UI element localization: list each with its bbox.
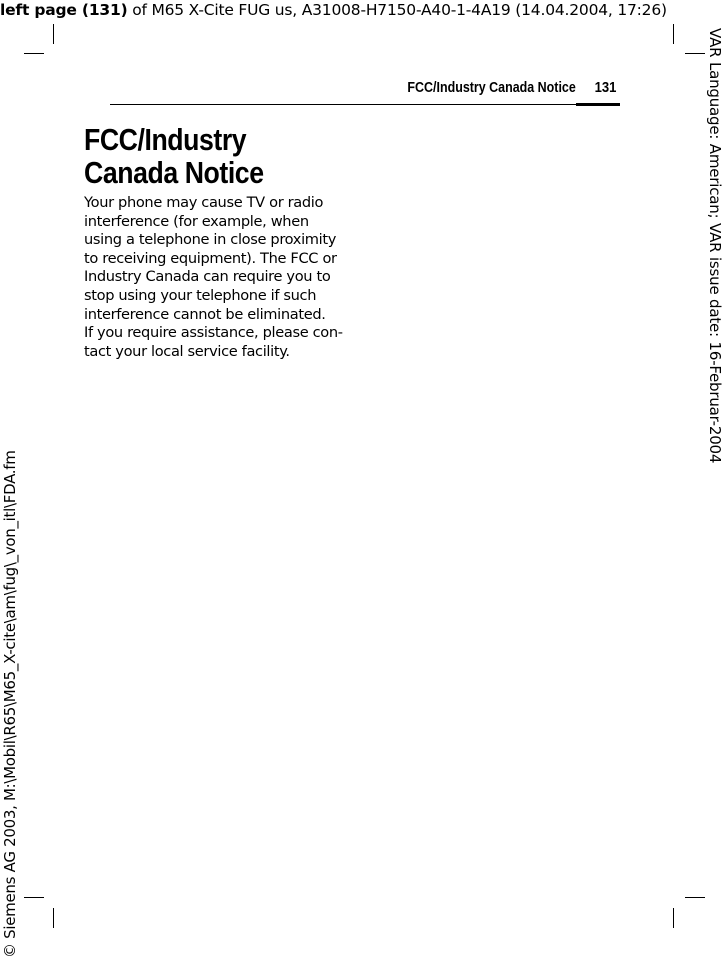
file-path-text: © Siemens AG 2003, M:\Mobil\R65\M65_X-cite\am\fug\_von_itl\FDA.fm — [1, 450, 19, 958]
running-header — [110, 76, 620, 106]
crop-mark — [673, 908, 674, 928]
text-line: to receiving equipment). The FCC or — [84, 249, 337, 267]
text-line: stop using your telephone if such — [84, 286, 317, 304]
heading-line: FCC/Industry — [84, 122, 247, 157]
text-line: Your phone may cause TV or radio — [84, 194, 324, 211]
page-heading — [84, 123, 342, 189]
variant-info-vertical — [680, 0, 725, 960]
header-rule — [110, 104, 620, 105]
file-path-vertical — [0, 0, 20, 960]
crop-mark — [53, 908, 54, 928]
assistance-paragraph — [84, 324, 384, 361]
running-header-title: FCC/Industry Canada Notice — [407, 80, 576, 96]
crop-mark — [53, 24, 54, 44]
print-slug — [0, 0, 725, 20]
crop-mark — [24, 53, 44, 54]
crop-mark — [673, 24, 674, 44]
heading-line: Canada Notice — [84, 155, 264, 190]
text-line: tact your local service facility. — [84, 342, 290, 360]
text-line: Industry Canada can require you to — [84, 268, 331, 286]
page-number: 131 — [594, 80, 617, 96]
text-line: using a telephone in close proximity — [84, 231, 336, 249]
text-line: interference (for example, when — [84, 212, 309, 230]
text-line: interference cannot be eliminated. — [84, 305, 326, 323]
slug-file-info: of M65 X-Cite FUG us, A31008-H7150-A40-1-4A19 (14.04.2004, 17:26) — [127, 1, 667, 19]
page-number-rule — [576, 103, 620, 106]
notice-body — [84, 194, 384, 361]
text-line: If you require assistance, please con- — [84, 324, 343, 342]
notice-paragraph — [84, 194, 384, 324]
crop-mark — [24, 897, 44, 898]
variant-info-text: VAR Language: American; VAR issue date: 16-Februar-2004 — [706, 28, 724, 464]
slug-page-ref: left page (131) — [0, 1, 128, 19]
